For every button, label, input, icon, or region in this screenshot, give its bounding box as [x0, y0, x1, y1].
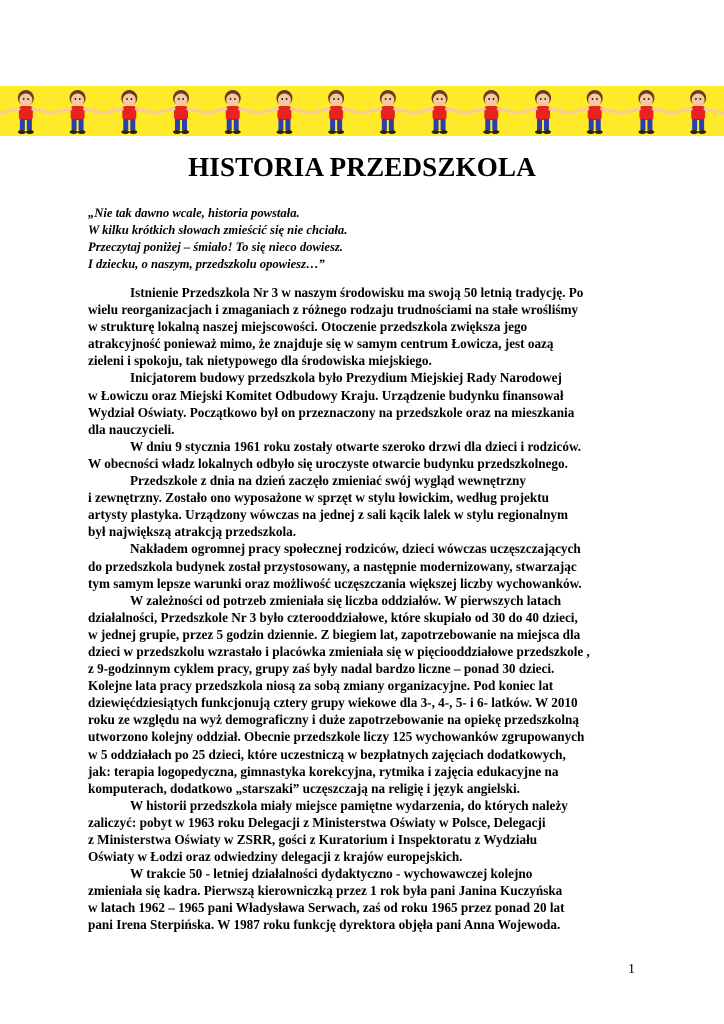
text-line: tym samym lepsze warunki oraz możliwość uczęszczania większej liczby wychowanków.: [88, 575, 582, 591]
text-line: Oświaty w Łodzi oraz odwiedziny delegacji z krajów europejskich.: [88, 849, 463, 865]
text-line: W historii przedszkola miały miejsce pamiętne wydarzenia, do których należy: [130, 797, 568, 813]
child-figure-icon: [0, 90, 52, 134]
child-figure-icon: [414, 90, 466, 134]
text-line: Przedszkole z dnia na dzień zaczęło zmieniać swój wygląd wewnętrzny: [130, 473, 526, 489]
poem-line: W kilku krótkich słowach zmieścić się nie chciała.: [88, 223, 348, 237]
text-line: utworzono kolejny oddział. Obecnie przedszkole liczy 125 wychowanków zgrupowanych: [88, 729, 585, 745]
text-line: zmieniała się kadra. Pierwszą kierowniczką przez 1 rok była pani Janina Kuczyńska: [88, 883, 563, 899]
text-line: w latach 1962 – 1965 pani Władysława Serwach, zaś od roku 1965 przez ponad 20 lat: [88, 900, 565, 916]
child-figure-icon: [310, 90, 362, 134]
text-line: do przedszkola budynek został przystosowany, a następnie modernizowany, stwarzając: [88, 558, 577, 574]
child-figure-icon: [52, 90, 104, 134]
text-line: Istnienie Przedszkola Nr 3 w naszym środowisku ma swoją 50 letnią tradycję. Po: [130, 285, 584, 300]
intro-poem: [88, 205, 347, 273]
child-figure-icon: [362, 90, 414, 134]
text-line: z Ministerstwa Oświaty w ZSRR, gości z Kuratorium i Inspektoratu z Wydziału: [88, 832, 538, 847]
text-line: Nakładem ogromnej pracy społecznej rodziców, dzieci wówczas uczęszczających: [130, 541, 581, 557]
text-line: działalności, Przedszkole Nr 3 było czterooddziałowe, które skupiało od 30 do 40 dzieci,: [88, 609, 578, 625]
child-figure-icon: [207, 90, 259, 134]
child-figure-icon: [672, 90, 724, 134]
child-figure-icon: [155, 90, 207, 134]
history-text: [88, 284, 648, 934]
child-figure-icon: [569, 90, 621, 134]
text-line: zieleni i spokoju, tak nietypowego dla środowiska miejskiego.: [88, 353, 432, 369]
text-line: i zewnętrzny. Zostało ono wyposażone w sprzęt w stylu łowickim, według projektu: [88, 490, 549, 506]
text-line: Kolejne lata pracy przedszkola niosą za sobą zmiany organizacyjne. Pod koniec lat: [88, 678, 554, 694]
text-line: W dniu 9 stycznia 1961 roku zostały otwarte szeroko drzwi dla dzieci i rodziców.: [130, 438, 582, 454]
decorative-children-banner: [0, 86, 724, 136]
text-line: jak: terapia logopedyczna, gimnastyka korekcyjna, rytmika i zajęcia edukacyjne na: [88, 763, 559, 779]
child-figure-icon: [621, 90, 673, 134]
text-line: w strukturę lokalną naszej miejscowości. Otoczenie przedszkola zwiększa jego: [88, 319, 528, 335]
text-line: w 5 oddziałach po 25 dzieci, które uczestniczą w bezpłatnych zajęciach dodatkowych,: [88, 746, 566, 762]
text-line: dla nauczycieli.: [88, 421, 175, 437]
text-line: Inicjatorem budowy przedszkola było Prezydium Miejskiej Rady Narodowej: [130, 370, 562, 386]
text-line: zaliczyć: pobyt w 1963 roku Delegacji z Ministerstwa Oświaty w Polsce, Delegacji: [88, 814, 546, 830]
child-figure-icon: [517, 90, 569, 134]
text-line: roku ze względu na wyż demograficzny i duże zapotrzebowanie na opiekę przedszkolną: [88, 712, 579, 728]
text-line: wielu reorganizacjach i zmaganiach z różnego rodzaju trudnościami na stałe wrośliśmy: [88, 302, 579, 318]
text-line: w jednej grupie, przez 5 godzin dziennie. Z biegiem lat, zapotrzebowanie na miejsca dla: [88, 626, 581, 642]
text-line: komputerach, dodatkowo „starszaki” uczęszczają na religię i język angielski.: [88, 780, 520, 796]
poem-line: Przeczytaj poniżej – śmiało! To się nieco dowiesz.: [88, 240, 343, 254]
text-line: W trakcie 50 - letniej działalności dydaktyczno - wychowawczej kolejno: [130, 866, 533, 882]
text-line: dzieci w przedszkolu wzrastało i placówka zmieniała się w pięciooddziałowe przedszkole ,: [88, 643, 590, 659]
text-line: W zależności od potrzeb zmieniała się liczba oddziałów. W pierwszych latach: [130, 592, 562, 608]
text-line: dziewięćdziesiątych funkcjonują cztery grupy wiekowe dla 3-, 4-, 5- i 6- latków. W 2010: [88, 695, 578, 711]
poem-line: „Nie tak dawno wcale, historia powstała.: [88, 206, 300, 220]
text-line: atrakcyjność ponieważ mimo, że znajduje się w samym centrum Łowicza, jest oazą: [88, 336, 554, 352]
child-figure-icon: [103, 90, 155, 134]
text-line: artysty plastyka. Urządzony wówczas na jednej z sali kącik lalek w stylu regionalnym: [88, 507, 568, 523]
child-figure-icon: [465, 90, 517, 134]
text-line: był największą atrakcją przedszkola.: [88, 524, 297, 540]
text-line: w Łowiczu oraz Miejski Komitet Odbudowy Kraju. Urządzenie budynku finansował: [88, 387, 564, 403]
text-line: W obecności władz lokalnych odbyło się uroczyste otwarcie budynku przedszkolnego.: [88, 455, 568, 471]
text-line: pani Irena Sterpińska. W 1987 roku funkcję dyrektora objęła pani Anna Wojewoda.: [88, 917, 561, 933]
text-line: Wydział Oświaty. Początkowo był on przeznaczony na przedszkole oraz na mieszkania: [88, 404, 575, 420]
page-title: HISTORIA PRZEDSZKOLA: [188, 152, 536, 182]
poem-line: I dziecku, o naszym, przedszkolu opowiesz…”: [88, 257, 325, 271]
text-line: z 9-godzinnym cyklem pracy, grupy zaś były nadal bardzo liczne – ponad 30 dzieci.: [88, 661, 555, 677]
child-figure-icon: [259, 90, 311, 134]
page-number: 1: [628, 962, 635, 977]
